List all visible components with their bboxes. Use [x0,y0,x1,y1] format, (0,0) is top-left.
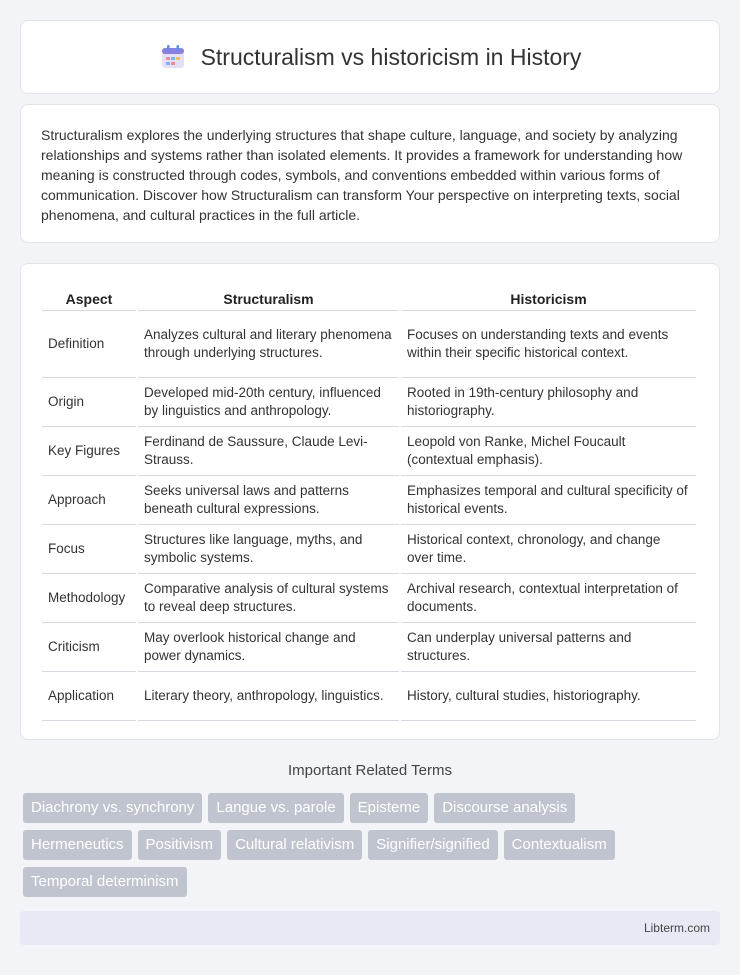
header-inner [159,43,582,71]
table-row [42,476,696,525]
aspect-cell: Approach [42,476,136,525]
historicism-cell: History, cultural studies, historiography. [401,672,696,721]
aspect-cell: Application [42,672,136,721]
structuralism-cell: Seeks universal laws and patterns beneath cultural expressions. [138,476,399,525]
historicism-cell: Historical context, chronology, and change over time. [401,525,696,574]
tag-temporal-determinism[interactable]: Temporal determinism [23,867,187,897]
comparison-table [40,284,698,721]
historicism-cell: Focuses on understanding texts and events within their specific historical context. [401,311,696,378]
aspect-cell: Methodology [42,574,136,623]
tag-langue-parole[interactable]: Langue vs. parole [208,793,343,823]
comparison-table-card [20,263,720,740]
tag-cultural-relativism[interactable]: Cultural relativism [227,830,362,860]
structuralism-cell: Literary theory, anthropology, linguistics. [138,672,399,721]
footer [20,911,720,945]
tag-hermeneutics[interactable]: Hermeneutics [23,830,132,860]
tag-discourse-analysis[interactable]: Discourse analysis [434,793,575,823]
historicism-cell: Archival research, contextual interpretation of documents. [401,574,696,623]
historicism-cell: Emphasizes temporal and cultural specificity of historical events. [401,476,696,525]
table-header-row [42,284,696,311]
historicism-cell: Can underplay universal patterns and structures. [401,623,696,672]
page-title: Structuralism vs historicism in History [200,43,582,70]
header-historicism: Historicism [401,284,696,311]
header-aspect: Aspect [42,284,136,311]
aspect-cell: Criticism [42,623,136,672]
aspect-cell: Definition [42,311,136,378]
tag-row [23,867,723,897]
historicism-cell: Rooted in 19th-century philosophy and historiography. [401,378,696,427]
tag-row [23,793,723,823]
header-structuralism: Structuralism [138,284,399,311]
historicism-cell: Leopold von Ranke, Michel Foucault (contextual emphasis). [401,427,696,476]
aspect-cell: Key Figures [42,427,136,476]
header-card [20,20,720,94]
table-row [42,623,696,672]
aspect-cell: Origin [42,378,136,427]
intro-text: Structuralism explores the underlying structures that shape culture, language, and society by analyzing relationships and systems rather than isolated elements. It provides a framework for understanding how meaning is constructed through codes, symbols, and conventions embedded within various forms of communication. Discover how Structuralism can transform Your perspective on interpreting texts, social phenomena, and cultural practices in the full article. [41,127,683,223]
structuralism-cell: May overlook historical change and power dynamics. [138,623,399,672]
structuralism-cell: Comparative analysis of cultural systems to reveal deep structures. [138,574,399,623]
table-row [42,525,696,574]
tag-diachrony-synchrony[interactable]: Diachrony vs. synchrony [23,793,202,823]
related-terms-title: Important Related Terms [288,762,452,779]
calendar-icon [159,43,187,71]
table-row [42,672,696,721]
tag-signifier-signified[interactable]: Signifier/signified [368,830,497,860]
tag-contextualism[interactable]: Contextualism [504,830,615,860]
tag-positivism[interactable]: Positivism [138,830,222,860]
table-row [42,378,696,427]
structuralism-cell: Developed mid-20th century, influenced by linguistics and anthropology. [138,378,399,427]
structuralism-cell: Structures like language, myths, and symbolic systems. [138,525,399,574]
tag-row [23,830,723,860]
related-terms-tags [23,793,723,904]
structuralism-cell: Ferdinand de Saussure, Claude Levi-Strauss. [138,427,399,476]
structuralism-cell: Analyzes cultural and literary phenomena through underlying structures. [138,311,399,378]
table-row [42,427,696,476]
table-row [42,574,696,623]
table-row [42,311,696,378]
footer-site-link[interactable]: Libterm.com [643,921,710,935]
intro-card [20,104,720,243]
aspect-cell: Focus [42,525,136,574]
tag-episteme[interactable]: Episteme [350,793,429,823]
